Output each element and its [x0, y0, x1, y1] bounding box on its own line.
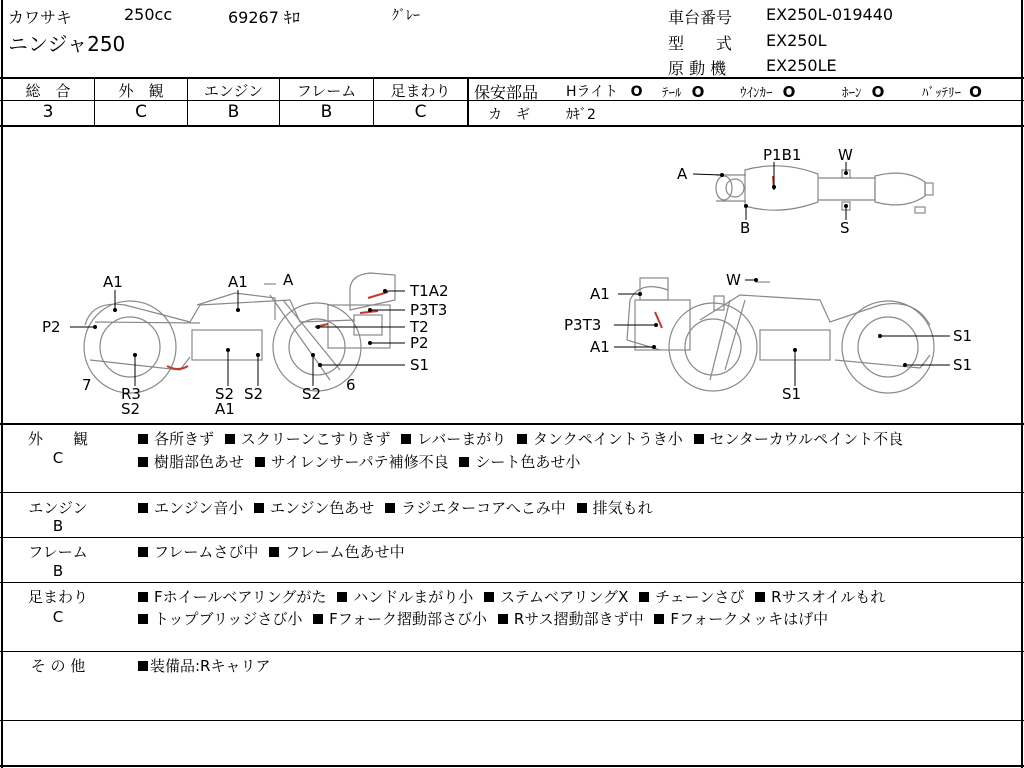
top-view-outline — [716, 166, 933, 213]
diagram-label: A1 — [590, 338, 610, 356]
remark-line: Fホイールベアリングがた ハンドルまがり小 ステムベアリングX チェーンさび Rサスオイルもれ — [138, 586, 885, 607]
diagram-label: S1 — [953, 327, 973, 345]
diagram-label: A1 — [228, 273, 248, 291]
diagram-label: P1B1 — [763, 146, 802, 164]
safety-item-mark: O — [969, 83, 982, 101]
bullet-icon — [654, 614, 664, 624]
diagram-label: A — [283, 271, 294, 289]
diagram-label: S2 — [244, 385, 264, 403]
remark-grade-engine: B — [52, 517, 64, 535]
remark-line: フレームさび中 フレーム色あせ中 — [138, 541, 405, 562]
diagram-label: W — [838, 146, 853, 164]
bullet-icon — [138, 547, 148, 557]
bullet-icon — [255, 457, 265, 467]
bullet-icon — [517, 434, 527, 444]
bullet-icon — [577, 503, 587, 513]
bullet-icon — [694, 434, 704, 444]
safety-item-mark: O — [782, 83, 796, 101]
bullet-icon — [138, 661, 148, 671]
grade-value-frame: B — [320, 102, 333, 122]
grade-label-exterior: 外 観 — [118, 82, 164, 100]
safety-label: 保安部品 — [474, 83, 539, 102]
bullet-icon — [401, 434, 411, 444]
diagram-label: A1 — [215, 400, 235, 418]
diagram-label: S2 — [302, 385, 322, 403]
type-label: 型 式 — [668, 34, 733, 53]
remark-title-other: そ の 他 — [30, 657, 86, 675]
diagram-label: W — [726, 271, 741, 289]
safety-item-mark: O — [630, 84, 643, 100]
color: ｸﾞﾚｰ — [392, 8, 420, 24]
bullet-icon — [385, 503, 395, 513]
remark-title-exterior: 外 観 — [27, 430, 88, 448]
remark-line: エンジン音小 エンジン色あせ ラジエターコアへこみ中 排気もれ — [138, 497, 653, 518]
diagram-label: S1 — [782, 385, 802, 403]
engine-value: EX250LE — [766, 56, 837, 75]
remark-line: 各所きず スクリーンこすりきず レバーまがり タンクペイントうき小 センターカウルペイント不良 — [138, 428, 903, 449]
remark-grade-suspension: C — [52, 608, 64, 626]
remark-title-engine: エンジン — [28, 499, 88, 517]
bullet-icon — [337, 592, 347, 602]
bullet-icon — [254, 503, 264, 513]
bullet-icon — [755, 592, 765, 602]
diagram-label: S1 — [410, 356, 430, 374]
maker: カワサキ — [8, 8, 73, 27]
diagram-label: A — [677, 165, 688, 183]
safety-item-name: ﾎｰﾝ — [842, 86, 862, 101]
diagram-label: 6 — [346, 376, 356, 394]
safety-item-mark: O — [871, 83, 885, 101]
bullet-icon — [138, 503, 148, 513]
diagram-label: S — [840, 219, 850, 237]
bullet-icon — [498, 614, 508, 624]
bullet-icon — [459, 457, 469, 467]
grade-value-overall: 3 — [42, 102, 54, 122]
safety-item-name: ｳｲﾝｶｰ — [740, 86, 773, 101]
remark-title-suspension: 足まわり — [27, 588, 88, 606]
displacement: 250cc — [124, 5, 173, 24]
safety-item-mark: O — [691, 83, 705, 101]
damage-marks — [167, 176, 774, 369]
diagram-label: R3 — [121, 385, 141, 403]
engine-label: 原 動 機 — [668, 59, 727, 78]
bullet-icon — [138, 592, 148, 602]
remark-line: 装備品:Rキャリア — [138, 655, 270, 676]
diagram-label: S2 — [121, 400, 141, 418]
bullet-icon — [639, 592, 649, 602]
type-value: EX250L — [766, 31, 827, 50]
key-value: ｶｷﾞ2 — [566, 107, 596, 123]
mileage: 69267 ｷﾛ — [228, 8, 300, 27]
remark-line: トップブリッジさび小 Fフォーク摺動部さび小 Rサス摺動部きず中 Fフォークメッキはげ中 — [138, 608, 828, 629]
grade-label-frame: フレーム — [296, 82, 357, 100]
point-dots — [93, 171, 907, 367]
diagram-label: P2 — [410, 334, 429, 352]
frame-no-label: 車台番号 — [668, 8, 733, 27]
grade-value-engine: B — [227, 102, 240, 122]
frame-no: EX250L-019440 — [766, 5, 894, 24]
grade-label-suspension: 足まわり — [390, 82, 451, 100]
safety-item-name: ﾊﾞｯﾃﾘｰ — [922, 86, 961, 101]
grade-value-exterior: C — [135, 102, 147, 122]
bullet-icon — [138, 614, 148, 624]
diagram-label: T2 — [410, 318, 429, 336]
diagram-label: T1A2 — [410, 282, 449, 300]
safety-item-name: ﾃｰﾙ — [662, 86, 682, 101]
bullet-icon — [138, 457, 148, 467]
left-view-outline — [84, 273, 395, 393]
diagram-label: B — [740, 219, 751, 237]
diagram-label: 7 — [82, 376, 92, 394]
remark-grade-frame: B — [52, 562, 64, 580]
bullet-icon — [269, 547, 279, 557]
grade-label-overall: 総 合 — [25, 82, 71, 100]
diagram-label: A1 — [103, 273, 123, 291]
bullet-icon — [138, 434, 148, 444]
grade-value-suspension: C — [414, 102, 427, 122]
diagram-label: A1 — [590, 285, 610, 303]
diagram-label: P3T3 — [564, 316, 602, 334]
diagram-label: S2 — [215, 385, 235, 403]
diagram-label: S1 — [953, 356, 973, 374]
model-name: ニンジャ250 — [8, 32, 126, 56]
remark-line: 樹脂部色あせ サイレンサーパテ補修不良 シート色あせ小 — [138, 451, 580, 472]
bullet-icon — [484, 592, 494, 602]
safety-item-name: Hライト — [566, 84, 619, 100]
bullet-icon — [313, 614, 323, 624]
diagram-label: P2 — [42, 318, 61, 336]
remark-grade-exterior: C — [52, 449, 64, 467]
diagram-label: P3T3 — [410, 301, 448, 319]
bullet-icon — [225, 434, 235, 444]
grade-label-engine: エンジン — [203, 82, 264, 100]
key-label: カ ギ — [488, 107, 530, 123]
remark-title-frame: フレーム — [28, 543, 88, 561]
